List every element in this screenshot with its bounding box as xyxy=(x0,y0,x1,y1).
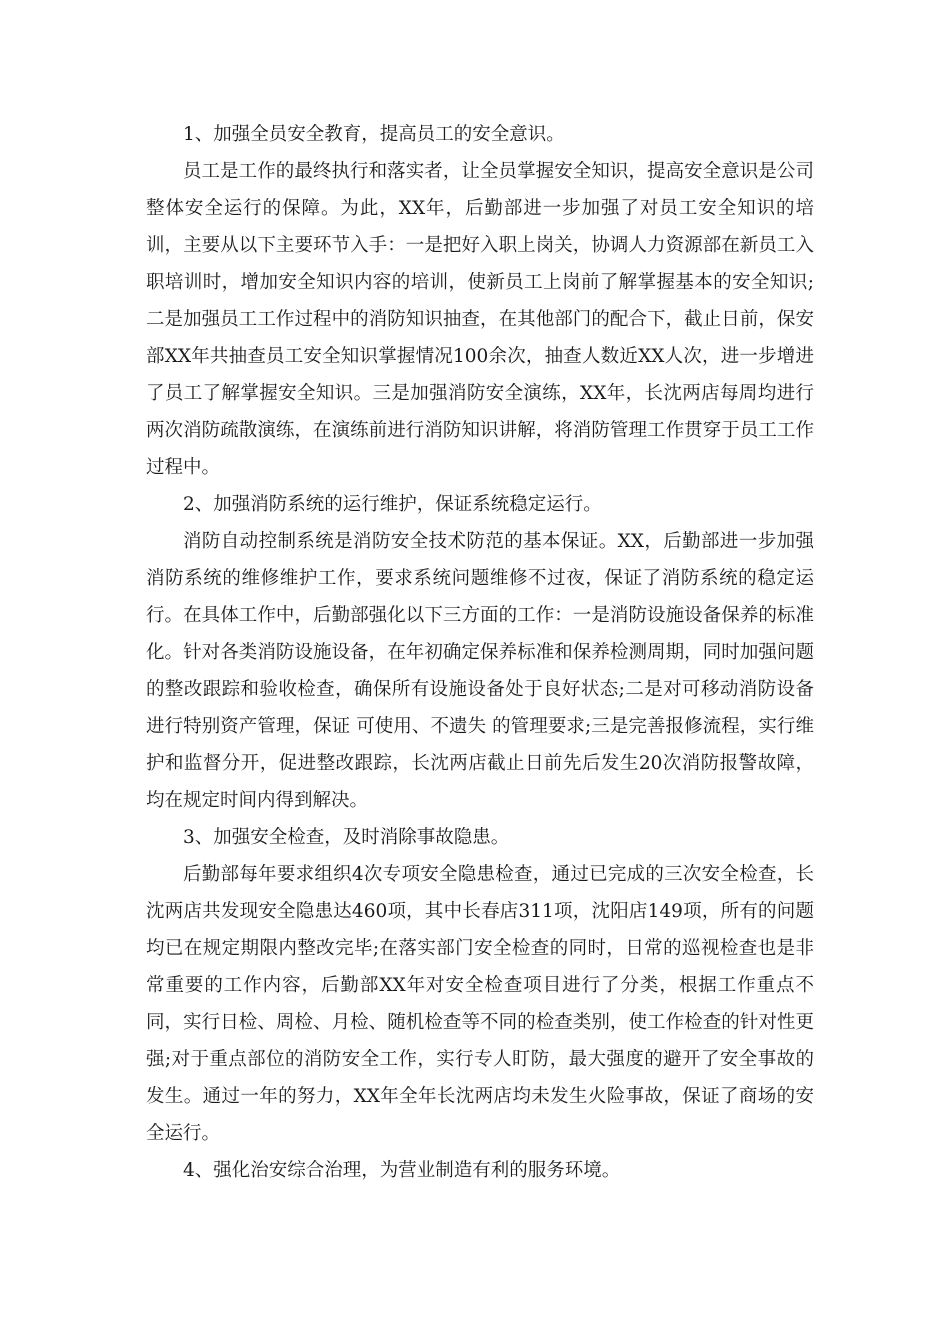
section-heading-4: 4、强化治安综合治理，为营业制造有利的服务环境。 xyxy=(183,1160,621,1181)
section-heading-3: 3、加强安全检查，及时消除事故隐患。 xyxy=(183,827,510,848)
section-heading-2: 2、加强消防系统的运行维护，保证系统稳定运行。 xyxy=(183,494,602,515)
paragraph-fire-system-maintenance: 消防自动控制系统是消防安全技术防范的基本保证。XX，后勤部进一步加强消防系统的维修维护工作，要求系统问题维修不过夜，保证了消防系统的稳定运行。在具体工作中，后勤部强化以下三方面的工作：一是消防设施设备保养的标准化。针对各类消防设施设备，在年初确定保养标准和保养检测周期，同时加强问题的整改跟踪和验收检查，确保所有设施设备处于良好状态;二是对可移动消防设备进行特别资产管理，保证 可使用、不遗失 的管理要求;三是完善报修流程，实行维护和监督分开，促进整改跟踪，长沈两店截止日前先后发生20次消防报警故障，均在规定时间内得到解决。 xyxy=(146,531,814,811)
paragraph-staff-safety-training: 员工是工作的最终执行和落实者，让全员掌握安全知识，提高安全意识是公司整体安全运行的保障。为此，XX年，后勤部进一步加强了对员工安全知识的培训，主要从以下主要环节入手：一是把好入职上岗关，协调人力资源部在新员工入职培训时，增加安全知识内容的培训，使新员工上岗前了解掌握基本的安全知识;二是加强员工工作过程中的消防知识抽查，在其他部门的配合下，截止日前，保安部XX年共抽查员工安全知识掌握情况100余次，抽查人数近XX人次，进一步增进了员工了解掌握安全知识。三是加强消防安全演练，XX年，长沈两店每周均进行两次消防疏散演练，在演练前进行消防知识讲解，将消防管理工作贯穿于员工工作过程中。 xyxy=(146,161,814,478)
document-body xyxy=(146,116,814,1189)
section-heading-1: 1、加强全员安全教育，提高员工的安全意识。 xyxy=(183,124,565,145)
paragraph-safety-inspection: 后勤部每年要求组织4次专项安全隐患检查，通过已完成的三次安全检查，长沈两店共发现安全隐患达460项，其中长春店311项，沈阳店149项，所有的问题均已在规定期限内整改完毕;在落实部门安全检查的同时，日常的巡视检查也是非常重要的工作内容，后勤部XX年对安全检查项目进行了分类，根据工作重点不同，实行日检、周检、月检、随机检查等不同的检查类别，使工作检查的针对性更强;对于重点部位的消防安全工作，实行专人盯防，最大强度的避开了安全事故的发生。通过一年的努力，XX年全年长沈两店均未发生火险事故，保证了商场的安全运行。 xyxy=(146,864,814,1144)
